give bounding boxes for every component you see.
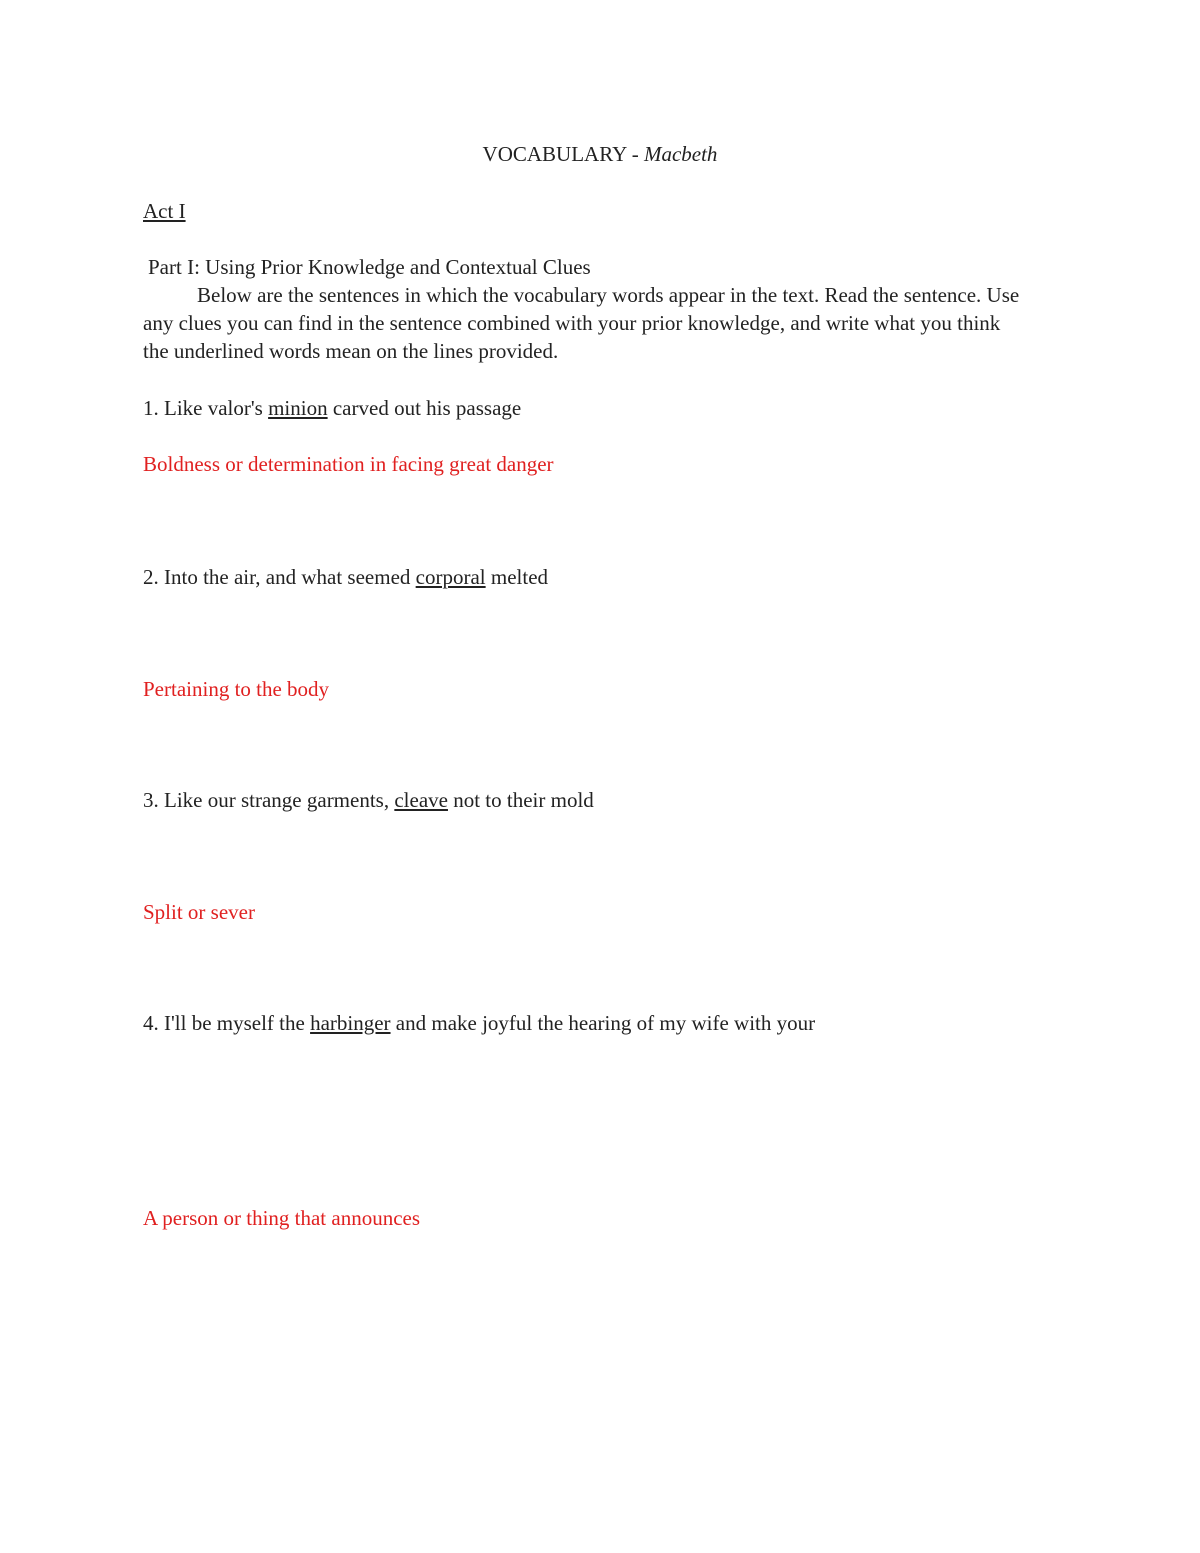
instructions-text: Below are the sentences in which the vocabulary words appear in the text. Read the sentence. Use any clues you can find in the sentence combined with your prior knowledge, and write what you think the underlined words mean on the lines provided.: [143, 283, 1020, 363]
vocab-word: minion: [268, 396, 328, 420]
part-heading: Part I: Using Prior Knowledge and Contextual Clues: [148, 255, 591, 279]
vocab-word: harbinger: [310, 1011, 391, 1035]
title-italic: Macbeth: [643, 142, 718, 166]
question-1: 1. Like valor's minion carved out his passage: [143, 396, 522, 420]
question-2: 2. Into the air, and what seemed corporal melted: [143, 565, 549, 589]
answer-3: Split or sever: [143, 900, 255, 924]
vocab-word: corporal: [415, 565, 486, 589]
question-3: 3. Like our strange garments, cleave not to their mold: [143, 788, 594, 812]
answer-2: Pertaining to the body: [143, 677, 330, 701]
act-heading: Act I: [143, 199, 186, 223]
document-title: [0, 140, 1200, 168]
vocab-word: cleave: [394, 788, 448, 812]
instructions-paragraph: [143, 281, 1023, 365]
title-text: VOCABULARY -: [482, 142, 644, 166]
answer-4: A person or thing that announces: [143, 1206, 421, 1230]
answer-1: Boldness or determination in facing great danger: [143, 452, 554, 476]
question-4: 4. I'll be myself the harbinger and make joyful the hearing of my wife with your: [143, 1011, 816, 1035]
